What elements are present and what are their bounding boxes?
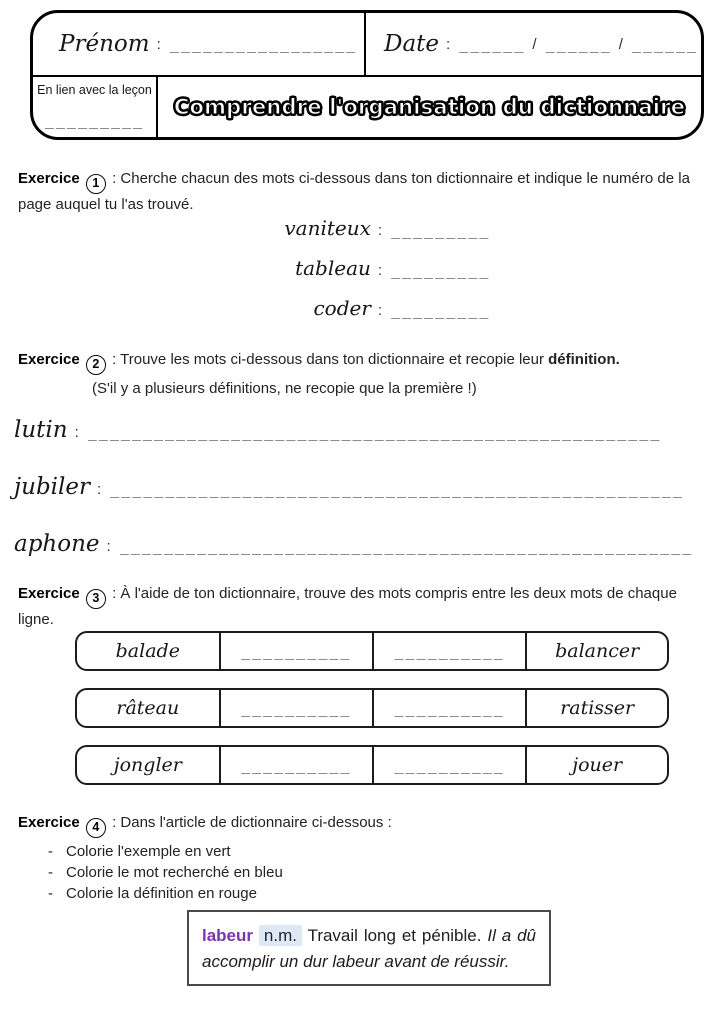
range-end-cell bbox=[525, 747, 667, 783]
definition-write-line: ____________________________________________________ bbox=[119, 537, 694, 555]
bullet-color-definition bbox=[48, 884, 704, 904]
range-start-cell bbox=[77, 690, 219, 726]
dictionary-definition: Travail long et pénible. bbox=[307, 926, 482, 945]
bullet-color-headword bbox=[48, 863, 704, 883]
exercise-1-instruction: : Cherche chacun des mots ci-dessous dans ton dictionnaire et indique le numéro de la page auquel tu l'as trouvé. bbox=[18, 170, 690, 213]
answer-write-line: __________ bbox=[241, 756, 352, 774]
answer-cell bbox=[219, 633, 372, 669]
range-start-word: râteau bbox=[116, 697, 180, 719]
answer-write-line: __________ bbox=[394, 642, 505, 660]
bullet-text: Colorie l'exemple en vert bbox=[66, 843, 231, 860]
exercise-1-heading bbox=[18, 168, 708, 215]
ex2-colon: : bbox=[74, 424, 79, 441]
bullet-dash: - bbox=[48, 843, 53, 860]
dictionary-article-box bbox=[187, 910, 551, 986]
ex1-word: vaniteux bbox=[284, 216, 371, 240]
lesson-link-cell bbox=[33, 77, 158, 137]
answer-write-line: __________ bbox=[241, 642, 352, 660]
exercise-2-instruction: : Trouve les mots ci-dessous dans ton dictionnaire et recopie leur bbox=[112, 351, 544, 368]
bullet-dash: - bbox=[48, 885, 53, 902]
exercise-2-label: Exercice bbox=[18, 351, 80, 368]
ex2-word: lutin bbox=[14, 417, 68, 443]
ex1-item-coder bbox=[0, 296, 724, 320]
exercise-1-number: 1 bbox=[86, 174, 106, 194]
exercise-3-heading bbox=[18, 583, 708, 630]
range-start-cell bbox=[77, 747, 219, 783]
answer-write-line: __________ bbox=[394, 756, 505, 774]
exercise-2-heading bbox=[18, 349, 708, 375]
ex1-colon: : bbox=[377, 262, 383, 279]
ex2-item-lutin bbox=[14, 417, 702, 443]
ex2-item-jubiler bbox=[14, 474, 702, 500]
exercise-2-instruction-bold: définition bbox=[548, 351, 616, 368]
exercise-1-label: Exercice bbox=[18, 170, 80, 187]
ex1-item-tableau bbox=[0, 256, 724, 280]
exercise-2-instruction-period: . bbox=[615, 351, 620, 368]
lesson-note: En lien avec la leçon bbox=[37, 83, 152, 97]
answer-write-line: __________ bbox=[394, 699, 505, 717]
page-number-write-line: _________ bbox=[391, 261, 491, 279]
date-cell bbox=[366, 13, 701, 75]
word-range-table-row bbox=[75, 688, 669, 728]
bullet-dash: - bbox=[48, 864, 53, 881]
header-box bbox=[30, 10, 704, 140]
exercise-4-label: Exercice bbox=[18, 814, 80, 831]
range-start-word: balade bbox=[115, 640, 180, 662]
ex2-word: aphone bbox=[14, 531, 100, 557]
date-colon: : bbox=[446, 35, 451, 53]
definition-write-line: ____________________________________________________ bbox=[110, 480, 684, 498]
dictionary-headword: labeur bbox=[202, 926, 254, 945]
ex2-colon: : bbox=[106, 538, 111, 555]
range-end-cell bbox=[525, 690, 667, 726]
answer-cell bbox=[372, 633, 525, 669]
range-end-word: jouer bbox=[572, 754, 623, 776]
exercise-4-heading bbox=[18, 812, 708, 838]
date-label: Date bbox=[384, 31, 440, 57]
title-cell bbox=[158, 77, 701, 137]
date-slash-1: / bbox=[532, 35, 537, 53]
answer-cell bbox=[219, 747, 372, 783]
range-end-word: balancer bbox=[555, 640, 640, 662]
header-top-row bbox=[33, 13, 701, 77]
page-number-write-line: _________ bbox=[391, 221, 491, 239]
exercise-2-number: 2 bbox=[86, 355, 106, 375]
exercise-3-instruction: : À l'aide de ton dictionnaire, trouve des mots compris entre les deux mots de chaque ligne. bbox=[18, 585, 677, 628]
answer-cell bbox=[372, 690, 525, 726]
word-range-table-row bbox=[75, 631, 669, 671]
exercise-2-note: (S'il y a plusieurs définitions, ne recopie que la première !) bbox=[92, 380, 477, 397]
answer-write-line: __________ bbox=[241, 699, 352, 717]
bullet-text: Colorie le mot recherché en bleu bbox=[66, 864, 283, 881]
ex1-word: tableau bbox=[295, 256, 371, 280]
range-start-word: jongler bbox=[113, 754, 182, 776]
prenom-colon: : bbox=[156, 35, 161, 53]
lesson-write-line: _________ bbox=[44, 111, 145, 129]
exercise-4-instruction: : Dans l'article de dictionnaire ci-dessous : bbox=[112, 814, 392, 831]
bullet-text: Colorie la définition en rouge bbox=[66, 885, 257, 902]
answer-cell bbox=[372, 747, 525, 783]
ex1-word: coder bbox=[313, 296, 371, 320]
bullet-color-example bbox=[48, 842, 704, 862]
exercise-3-label: Exercice bbox=[18, 585, 80, 602]
ex2-word: jubiler bbox=[14, 474, 90, 500]
date-day-write-line: ______ bbox=[459, 35, 526, 53]
page-number-write-line: _________ bbox=[391, 301, 491, 319]
range-end-cell bbox=[525, 633, 667, 669]
ex2-item-aphone bbox=[14, 531, 702, 557]
prenom-cell bbox=[33, 13, 366, 75]
range-start-cell bbox=[77, 633, 219, 669]
prenom-label: Prénom bbox=[59, 31, 150, 57]
header-bottom-row bbox=[33, 77, 701, 137]
ex2-colon: : bbox=[97, 481, 102, 498]
ex1-item-vaniteux bbox=[0, 216, 724, 240]
part-of-speech-tag: n.m. bbox=[259, 925, 302, 946]
ex1-colon: : bbox=[377, 222, 383, 239]
answer-cell bbox=[219, 690, 372, 726]
prenom-write-line: _________________ bbox=[169, 35, 358, 53]
date-year-write-line: ______ bbox=[631, 35, 699, 53]
definition-write-line: ____________________________________________________ bbox=[87, 423, 662, 441]
word-range-table-row bbox=[75, 745, 669, 785]
exercise-3-number: 3 bbox=[86, 589, 106, 609]
date-slash-2: / bbox=[618, 35, 623, 53]
worksheet-title: Comprendre l'organisation du dictionnaire bbox=[173, 95, 686, 119]
ex1-colon: : bbox=[377, 302, 383, 319]
date-month-write-line: ______ bbox=[545, 35, 612, 53]
dictionary-example: Il a dû accomplir un dur labeur avant de réussir. bbox=[202, 926, 536, 971]
exercise-4-number: 4 bbox=[86, 818, 106, 838]
range-end-word: ratisser bbox=[560, 697, 635, 719]
